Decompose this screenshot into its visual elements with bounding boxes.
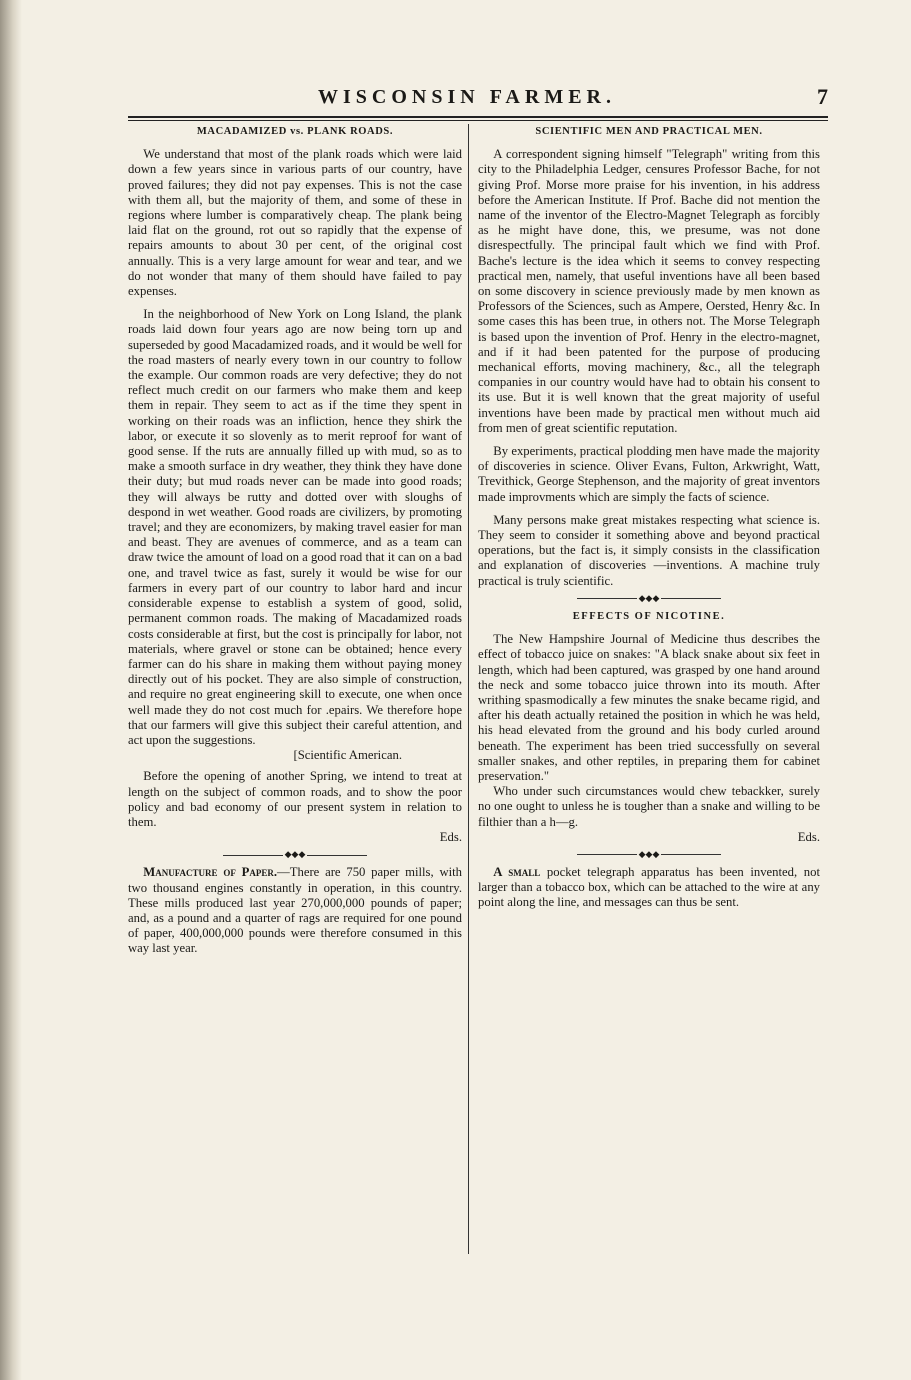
signature-line: [128, 830, 462, 845]
paragraph: Who under such circumstances would chew tebackker, surely no one ought to unless he is tougher than a snake and willing to be filthier than a h—g.: [478, 784, 820, 829]
ornament-rule: [577, 598, 637, 599]
ornament-rule: [577, 854, 637, 855]
column-divider: [468, 124, 469, 1254]
paragraph-manufacture-of-paper: [128, 865, 462, 956]
signature-line: [478, 830, 820, 845]
ornament-rule: [661, 854, 721, 855]
left-column: [128, 120, 462, 957]
paragraph: In the neighborhood of New York on Long Island, the plank roads laid down four years ago are now being torn up and superseded by good Macadamized roads, and it would be well for the road masters of nearly every town in our country to follow the example. Our common roads are very defective; they do not reflect much credit on our farmers who make them and keep them in repair. They seem to act as if the time they spent in working on their roads was an infliction, hence they shirk the labor, or execute it so slovenly as to merit reproof for want of good sense. If the ruts are annually filled up with mud, so as to make a smooth surface in dry weather, they think they have done their duty; but mud roads never can be made into good roads; they will always be rutty and dotted over with sloughs of despond in wet weather. Good roads are civilizers, by promoting travel; and they are economizers, by making travel easier for man and beast. They are avenues of commerce, and as a team can draw twice the amount of load on a good road that it can on a bad one, and travel twice as fast, surely it would be wise for our farmers in every part of our country to labor hard and incur considerable expense to establish a system of good, solid, permanent common roads. The making of Macadamized roads costs considerable at first, but the cost is principally for labor, not materials, where gravel or stone can be obtained; hence every farmer can do his share in making them without paying money directly out of his pocket. They are also simple of construction, and require no great engineering skill to execute, one when once well made they do not cost much for .epairs. We therefore hope that our farmers will give this subject their careful attention, and act upon the suggestions.: [128, 307, 462, 747]
ornament-diamonds: ◆◆◆: [638, 592, 660, 603]
ornament-diamonds: ◆◆◆: [638, 848, 660, 859]
article-title-nicotine: EFFECTS OF NICOTINE.: [572, 610, 726, 622]
ornament-rule: [661, 598, 721, 599]
paragraph-text: pocket telegraph apparatus has been invented, not larger than a tobacco box, which can be attached to the wire at any point along the line, and messages can thus be sent.: [478, 864, 820, 910]
running-title: WISCONSIN FARMER.: [318, 86, 616, 108]
run-in-heading: Manufacture of Paper.: [143, 865, 278, 880]
section-ornament: [478, 593, 820, 603]
editor-signature: Eds.: [797, 829, 820, 844]
run-in-heading: A small: [493, 864, 541, 879]
ornament-rule: [307, 855, 367, 856]
paragraph: The New Hampshire Journal of Medicine thus describes the effect of tobacco juice on snakes: "A black snake about six feet in length, which had been captured, was grasped by one hand around the neck and some tobacco juice thrown into its mouth. After writhing spasmodically a few minutes the snake became rigid, and after his death actually retained the position in which he was held, his head elevated from the ground and his body curled around beneath. The experiment has been tried successfully on several smaller snakes, and other reptiles, in preparing them for cabinet preservation.": [478, 632, 820, 783]
paragraph: Before the opening of another Spring, we intend to treat at length on the subject of common roads, and to show the poor policy and bad economy of our present system in relation to them.: [128, 769, 462, 829]
article-title-scientific-men: SCIENTIFIC MEN AND PRACTICAL MEN.: [535, 126, 763, 137]
editor-signature: Eds.: [439, 830, 462, 845]
source-attribution: [Scientific American.: [293, 748, 402, 763]
paragraph-pocket-telegraph: [478, 865, 820, 911]
page-header: [128, 86, 828, 114]
ornament-diamonds: ◆◆◆: [284, 849, 306, 860]
section-ornament: [478, 849, 820, 859]
section-ornament: [128, 849, 462, 859]
paragraph: By experiments, practical plodding men have made the majority of discoveries in science. Oliver Evans, Fulton, Arkwright, Watt, Trevithick, George Stephenson, and the majority of great inventors made improvments which are simply the facts of science.: [478, 444, 820, 504]
right-column: [478, 120, 820, 911]
ornament-rule: [223, 855, 283, 856]
page-number: 7: [817, 84, 828, 109]
paragraph: We understand that most of the plank roads which were laid down a few years since in various parts of our country, have proved failures; they did not pay expenses. This is not the case with them all, but the majority of them, and some of these in regions where lumber is comparatively cheap. The plank being laid flat on the ground, rot out so rapidly that the expense of repairs amounts to about 30 per cent, of the original cost annually. This is a very large amount for wear and tear, and we do not wonder that many of them should have failed to pay expenses.: [128, 147, 462, 299]
page-binding-edge: [0, 0, 22, 1380]
article-title-plank-roads: MACADAMIZED vs. PLANK ROADS.: [196, 126, 394, 137]
paragraph: Many persons make great mistakes respecting what science is. They seem to consider it something above and beyond practical operations, but the fact is, it simply consists in the classification and explanation of discoveries —inventions. A machine truly practical is truly scientific.: [478, 512, 820, 588]
paragraph: A correspondent signing himself "Telegraph" writing from this city to the Philadelphia Ledger, censures Professor Bache, for not giving Prof. Morse more praise for his invention, in his address before the American Institute. If Prof. Bache did not mention the name of the inventor of the Electro-Magnet Telegraph as forcibly as he might have done, this, we presume, was not done disrespectfully. The principal fault which we find with Prof. Bache's lecture is the idea which it seems to convey respecting practical men, namely, that useful inventions have all been based on some discovery in science previously made by men known as Professors of the Sciences, such as Ampere, Oersted, Henry &c. In some cases this has been true, in others not. The Morse Telegraph is based upon the invention of Prof. Henry in the electro-magnet, and if it had been patented for the purpose of producing mechanical efforts, moving machinery, &c., all the telegraph companies in our country would have had to obtain his consent to its use. But it is well known that the great majority of useful inventions have been made by practical men without much aid from men of great scientific reputation.: [478, 147, 820, 435]
paragraph-text: —There are 750 paper mills, with two thousand engines constantly in operation, in this country. These mills produced last year 270,000,000 pounds of paper; and, as a pound and a quarter of rags are required for one pound of paper, 400,000,000 pounds were therefore consumed in this way last year.: [128, 865, 462, 956]
